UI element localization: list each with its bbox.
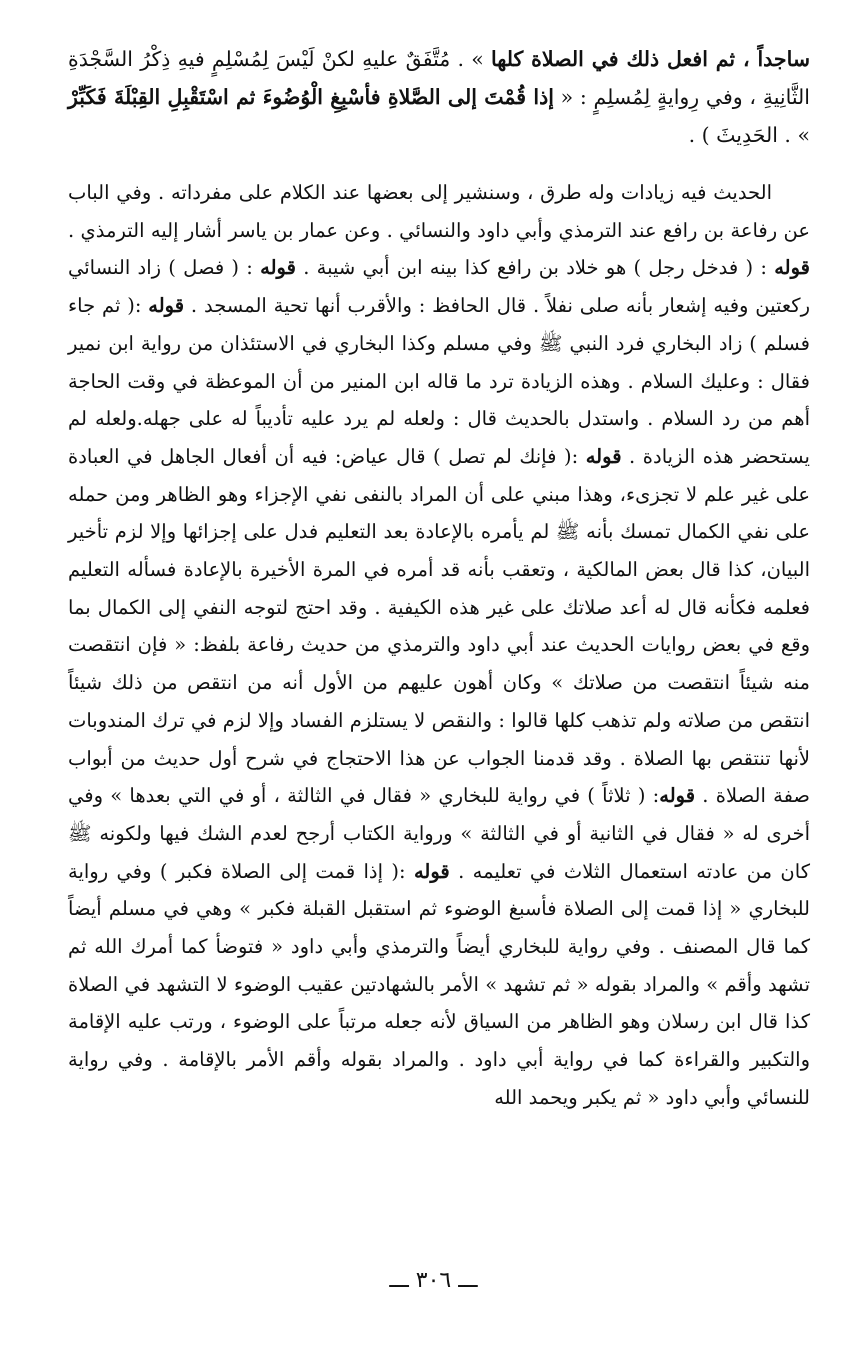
commentary-text-1: الحديث فيه زيادات وله طرق ، وسنشير إلى بعضها عند الكلام على مفرداته . وفي الباب عن رفاعة بن رافع عند الترمذي وأبي داود والنسائي . وعن عمار بن ياسر أشار إليه الترمذي . (68, 181, 810, 242)
commentary-text-2: : ( فدخل رجل ) هو خلاد بن رافع كذا بينه ابن أبي شيبة . (295, 256, 775, 280)
commentary-text-6: : ( ثلاثاً ) في رواية للبخاري « فقال في الثالثة ، أو في التي بعدها » وفي أخرى له « فقال في الثانية أو في الثالثة » ورواية الكتاب أرجح لعدم الشك فيها ولكونه ﷺ كان من عادته استعمال الثلاث في تعليمه . (68, 784, 810, 883)
page-body (68, 40, 810, 1117)
page-number: ـــ ٣٠٦ ـــ (389, 1268, 478, 1293)
qawluhu-label-1: قوله (774, 256, 810, 280)
qawluhu-label-4: قوله (585, 444, 622, 468)
commentary-text-7: :( إذا قمت إلى الصلاة فكبر ) وفي رواية للبخاري « إذا قمت إلى الصلاة فأسبغ الوضوء ثم استقبل القبلة فكبر » وهي في مسلم أيضاً كما قال المصنف . وفي رواية للبخاري أيضاً والترمذي وأبي داود « فتوضأ كما أمرك الله ثم تشهد وأقم » والمراد بقوله « ثم تشهد » الأمر بالشهادتين عقيب الوضوء لا التشهد في الصلاة كذا قال ابن رسلان وهو الظاهر من السياق لأنه جعله مرتباً على الوضوء ، ورتب عليه الإقامة والتكبير والقراءة كما في رواية أبي داود . والمراد بقوله وأقم الأمر بالإقامة . وفي رواية للنسائي وأبي داود « ثم يكبر ويحمد الله (68, 859, 810, 1109)
hadith-quote-1: ساجداً ، ثم افعل ذلك في الصلاة كلها (491, 47, 811, 71)
qawluhu-label-3: قوله (148, 294, 185, 318)
qawluhu-label-5: قوله (659, 784, 696, 808)
hadith-quote-2: إذا قُمْتَ إلى الصَّلاةِ فأسْبِغِ الْوُضُوءَ ثم اسْتَقْبِلِ القِبْلَةَ فَكَبِّرْ (68, 85, 554, 109)
commentary-text-5: :( فإنك لم تصل ) قال عياض: فيه أن أفعال الجاهل في العبادة على غير علم لا تجزىء، وهذا مبني على أن المراد بالنفى نفي الإجزاء وهو الظاهر ومن حمله على نفي الكمال تمسك بأنه ﷺ لم يأمره بالإعادة بعد التعليم فدل على إجزائها وإلا لزم تأخير البيان، كذا قال بعض المالكية ، وتعقب بأنه قد أمره في المرة الأخيرة بالإعادة فسأله التعليم فعلمه فكأنه قال له أعد صلاتك على غير هذه الكيفية . وقد احتج لتوجه النفي إلى الكمال بما وقع في بعض روايات الحديث عند أبي داود والترمذي من حديث رفاعة بلفظ: « فإن انتقصت منه شيئاً انتقصت من صلاتك » وكان أهون عليهم من الأول أنه من انتقص من ذلك شيئاً انتقص من صلاته ولم تذهب كلها قالوا : والنقص لا يستلزم الفساد وإلا لزم في ترك المندوبات لأنها تنتقص بها الصلاة . وقد قدمنا الجواب عن هذا الاحتجاج في شرح أول حديث من أبواب صفة الصلاة . (68, 444, 810, 808)
commentary-text-3: : ( فصل ) زاد النسائي ركعتين وفيه إشعار بأنه صلى نفلاً . قال الحافظ : والأقرب أنها تحية المسجد . (68, 256, 810, 318)
commentary-paragraph (68, 174, 810, 1117)
hadith-attribution: » . مُتَّفَقٌ عليهِ لكنْ لَيْسَ لِمُسْلِمٍ فيهِ ذِكْرُ السَّجْدَةِ الثَّانِيةِ ، وفي رِوايةٍ لِمُسلِمٍ : « (68, 47, 810, 109)
commentary-text-4: :( ثم جاء فسلم ) زاد البخاري فرد النبي ﷺ وفي مسلم وكذا البخاري في الاستئذان من رواية ابن نمير فقال : وعليك السلام . وهذه الزيادة ترد ما قاله ابن المنير من أن الموعظة في وقت الحاجة أهم من رد السلام . واستدل بالحديث قال : ولعله لم يرد عليه تأديباً له على جهله.ولعله لم يستحضر هذه الزيادة . (68, 294, 810, 468)
qawluhu-label-6: قوله (413, 859, 450, 883)
hadith-text (68, 40, 810, 154)
hadith-closing: » . الحَدِيثَ ) . (688, 123, 810, 147)
qawluhu-label-2: قوله (260, 256, 296, 280)
